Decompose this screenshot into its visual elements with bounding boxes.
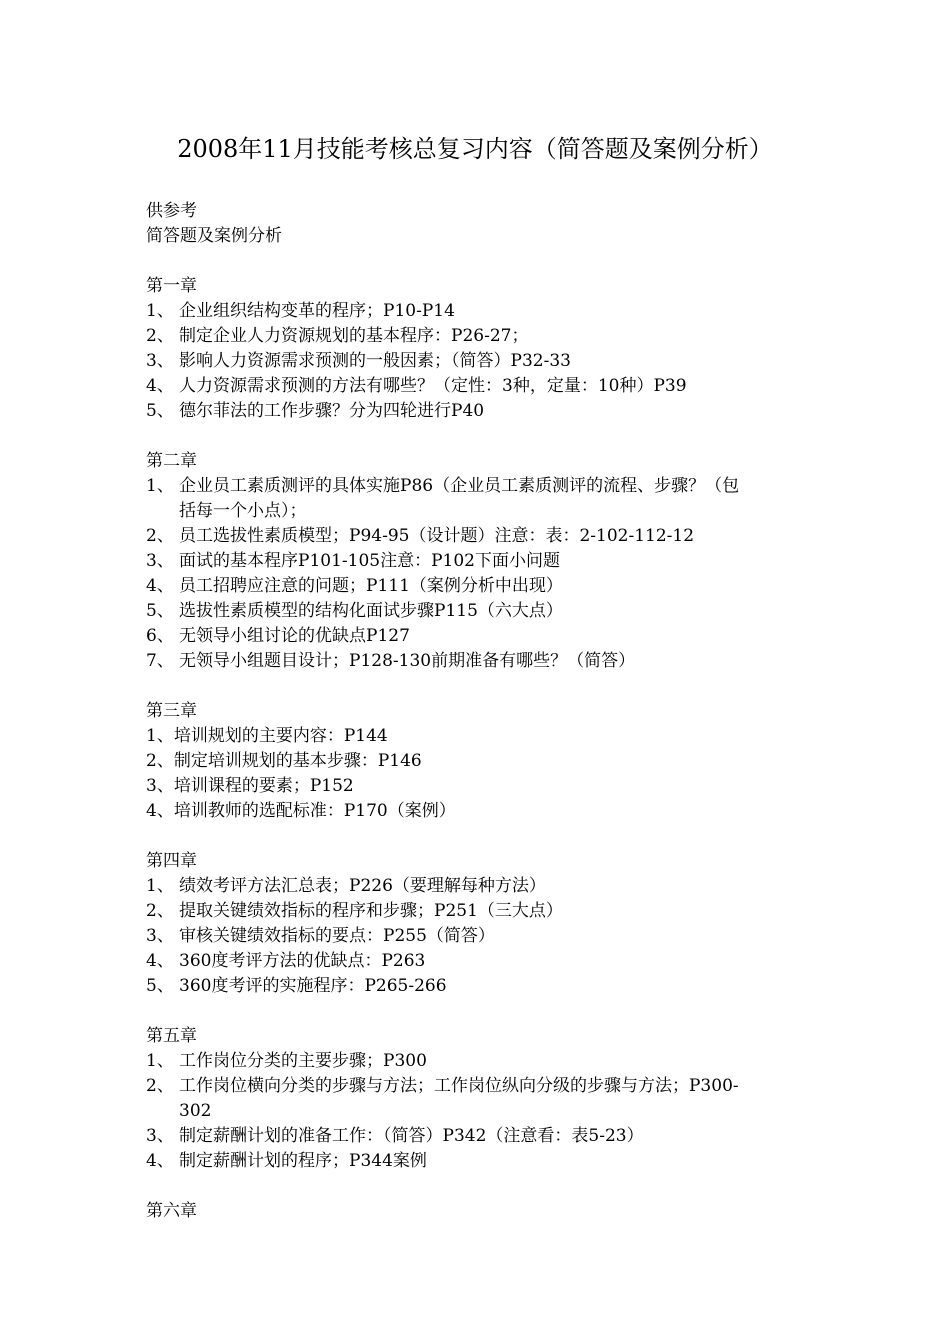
item-number: 3、 xyxy=(146,1126,174,1146)
item-text: 360度考评的实施程序：P265-266 xyxy=(179,976,447,996)
item-number: 6、 xyxy=(146,626,174,646)
list-item xyxy=(146,324,810,349)
list-item xyxy=(146,399,810,424)
list-item-continuation xyxy=(146,499,810,524)
document-body xyxy=(146,199,810,1224)
blank-line xyxy=(146,1174,810,1199)
item-number: 1、 xyxy=(146,301,174,321)
list-item xyxy=(146,949,810,974)
list-item xyxy=(146,599,810,624)
item-number: 2、 xyxy=(146,751,174,771)
list-item xyxy=(146,1074,810,1099)
blank-line xyxy=(146,249,810,274)
item-text: 企业组织结构变革的程序；P10-P14 xyxy=(179,301,455,321)
blank-line xyxy=(146,824,810,849)
list-item-continuation xyxy=(146,1099,810,1124)
item-text: 制定企业人力资源规划的基本程序：P26-27； xyxy=(179,326,529,346)
item-text: 人力资源需求预测的方法有哪些？（定性：3种，定量：10种）P39 xyxy=(179,376,687,396)
item-text: 员工选拔性素质模型；P94-95（设计题）注意：表：2-102-112-12 xyxy=(179,526,695,546)
chapter-heading: 第三章 xyxy=(146,701,197,721)
item-number: 4、 xyxy=(146,801,174,821)
item-number: 2、 xyxy=(146,901,174,921)
item-text: 无领导小组讨论的优缺点P127 xyxy=(179,626,410,646)
list-item xyxy=(146,774,810,799)
item-text: 面试的基本程序P101-105注意：P102下面小问题 xyxy=(179,551,560,571)
list-item xyxy=(146,899,810,924)
list-item xyxy=(146,649,810,674)
item-text: 制定薪酬计划的准备工作：（简答）P342（注意看：表5-23） xyxy=(179,1126,644,1146)
item-text: 绩效考评方法汇总表；P226（要理解每种方法） xyxy=(179,876,546,896)
chapter-heading: 第二章 xyxy=(146,451,197,471)
list-item xyxy=(146,1149,810,1174)
list-item xyxy=(146,724,810,749)
item-number: 1、 xyxy=(146,1051,174,1071)
item-number: 1、 xyxy=(146,876,174,896)
item-text: 选拔性素质模型的结构化面试步骤P115（六大点） xyxy=(179,601,563,621)
item-number: 4、 xyxy=(146,951,174,971)
item-number: 5、 xyxy=(146,401,174,421)
item-text: 培训课程的要素；P152 xyxy=(173,776,354,796)
item-number: 3、 xyxy=(146,776,174,796)
item-text-line: 企业员工素质测评的具体实施P86（企业员工素质测评的流程、步骤？（包 xyxy=(179,476,740,496)
item-text: 工作岗位分类的主要步骤；P300 xyxy=(179,1051,427,1071)
item-text: 制定薪酬计划的程序；P344案例 xyxy=(179,1151,427,1171)
item-number: 7、 xyxy=(146,651,174,671)
list-item xyxy=(146,624,810,649)
item-number: 4、 xyxy=(146,1151,174,1171)
list-item xyxy=(146,299,810,324)
intro-line: 供参考 xyxy=(146,201,197,221)
item-number: 3、 xyxy=(146,351,174,371)
item-number: 2、 xyxy=(146,1076,174,1096)
list-item xyxy=(146,474,810,499)
item-number: 1、 xyxy=(146,476,174,496)
list-item xyxy=(146,749,810,774)
chapter-heading: 第四章 xyxy=(146,851,197,871)
item-text-line: 工作岗位横向分类的步骤与方法；工作岗位纵向分级的步骤与方法；P300- xyxy=(179,1076,739,1096)
list-item xyxy=(146,574,810,599)
list-item xyxy=(146,1124,810,1149)
blank-line xyxy=(146,674,810,699)
item-number: 5、 xyxy=(146,976,174,996)
list-item xyxy=(146,799,810,824)
item-text-line: 302 xyxy=(179,1101,212,1121)
item-number: 2、 xyxy=(146,526,174,546)
item-text: 制定培训规划的基本步骤：P146 xyxy=(173,751,422,771)
item-text: 审核关键绩效指标的要点：P255（简答） xyxy=(179,926,495,946)
item-text: 培训规划的主要内容：P144 xyxy=(173,726,388,746)
item-number: 4、 xyxy=(146,376,174,396)
item-text: 德尔菲法的工作步骤？分为四轮进行P40 xyxy=(179,401,485,421)
list-item xyxy=(146,874,810,899)
list-item xyxy=(146,974,810,999)
list-item xyxy=(146,924,810,949)
chapter-heading: 第五章 xyxy=(146,1026,197,1046)
item-text: 员工招聘应注意的问题；P111（案例分析中出现） xyxy=(179,576,563,596)
item-number: 5、 xyxy=(146,601,174,621)
item-number: 1、 xyxy=(146,726,174,746)
list-item xyxy=(146,549,810,574)
list-item xyxy=(146,1049,810,1074)
document-title: 2008年11月技能考核总复习内容（简答题及案例分析） xyxy=(177,135,773,163)
list-item xyxy=(146,524,810,549)
item-number: 4、 xyxy=(146,576,174,596)
item-text-line: 括每一个小点）； xyxy=(179,501,307,521)
item-number: 2、 xyxy=(146,326,174,346)
item-number: 3、 xyxy=(146,926,174,946)
list-item xyxy=(146,349,810,374)
item-number: 3、 xyxy=(146,551,174,571)
item-text: 提取关键绩效指标的程序和步骤；P251（三大点） xyxy=(179,901,563,921)
item-text: 影响人力资源需求预测的一般因素；（简答）P32-33 xyxy=(179,351,571,371)
chapter-heading: 第一章 xyxy=(146,276,197,296)
item-text: 培训教师的选配标准：P170（案例） xyxy=(173,801,456,821)
list-item xyxy=(146,374,810,399)
intro-line: 简答题及案例分析 xyxy=(146,226,282,246)
chapter-heading: 第六章 xyxy=(146,1201,197,1221)
blank-line xyxy=(146,424,810,449)
item-text: 无领导小组题目设计；P128-130前期准备有哪些？（简答） xyxy=(179,651,636,671)
blank-line xyxy=(146,999,810,1024)
item-text: 360度考评方法的优缺点：P263 xyxy=(179,951,426,971)
